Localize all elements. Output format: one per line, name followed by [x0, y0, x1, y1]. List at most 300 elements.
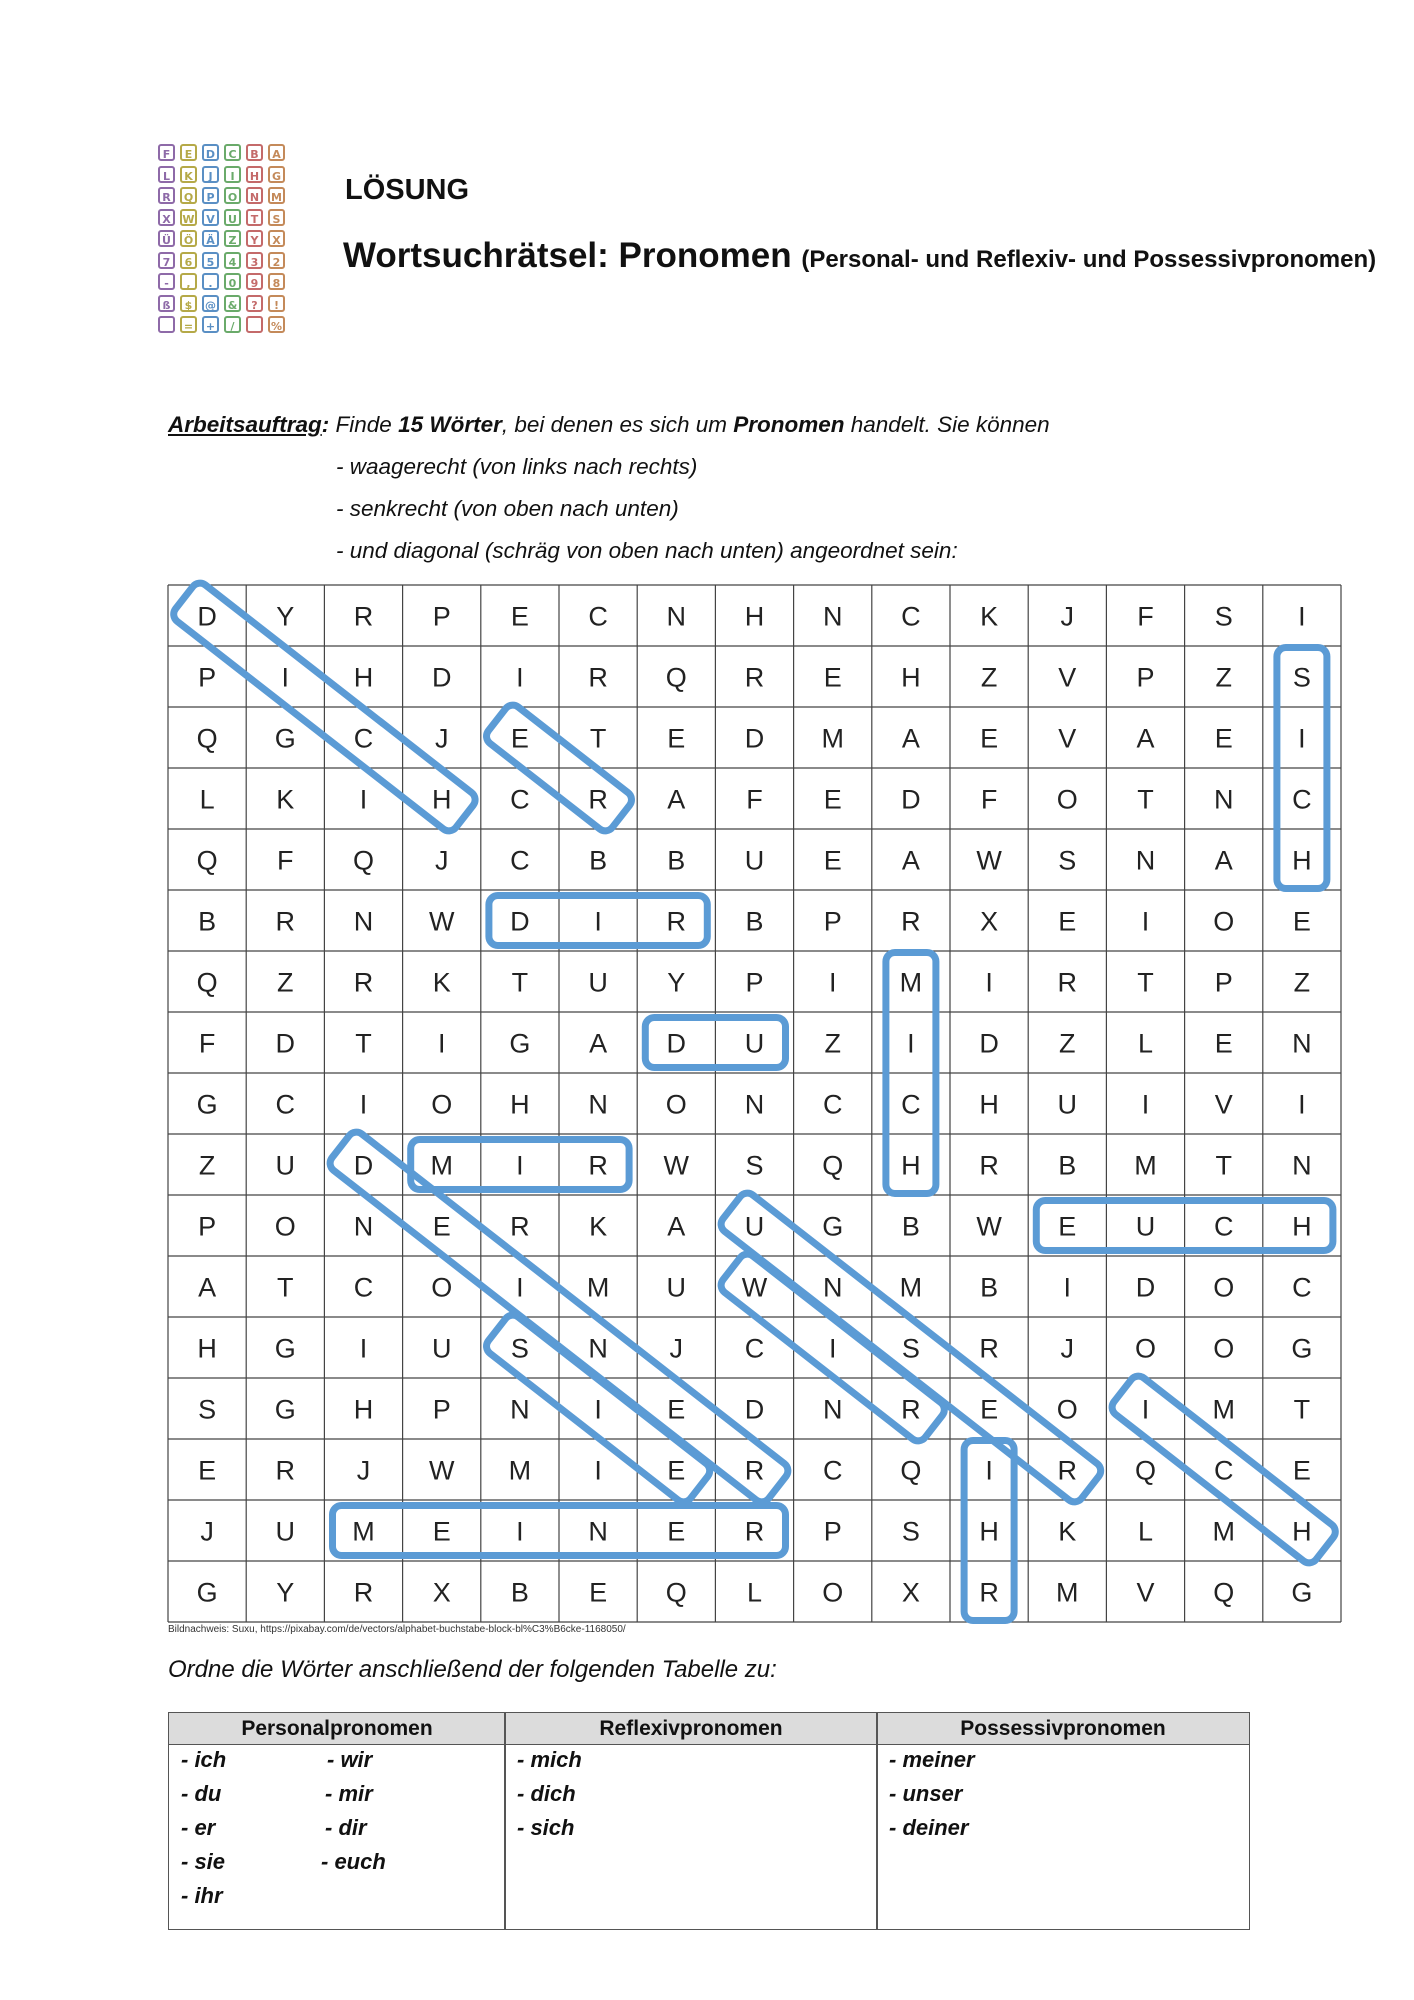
grid-letter: J [200, 1516, 214, 1547]
grid-letter: E [1292, 1455, 1311, 1486]
grid-letter: A [667, 1211, 686, 1242]
grid-letter: H [979, 1516, 999, 1547]
grid-letter: A [667, 784, 686, 815]
grid-letter: N [510, 1394, 530, 1425]
letter-block: X [268, 230, 285, 247]
letter-block: B [246, 144, 263, 161]
grid-letter: F [1137, 601, 1154, 632]
grid-letter: Q [196, 845, 218, 876]
pronoun-table [168, 1712, 1250, 1930]
grid-letter: T [1137, 967, 1154, 998]
grid-letter: E [1292, 906, 1311, 937]
grid-letter: N [588, 1516, 608, 1547]
grid-letter: H [353, 1394, 374, 1425]
letter-block: Y [246, 230, 263, 247]
grid-letter: Z [824, 1028, 841, 1059]
grid-letter: I [516, 1272, 524, 1303]
grid-letter: I [985, 967, 993, 998]
grid-letter: I [1298, 723, 1306, 754]
grid-letter: E [1058, 1211, 1077, 1242]
grid-letter: I [1141, 906, 1150, 937]
grid-letter: W [428, 906, 455, 937]
grid-letter: Q [352, 845, 375, 876]
grid-letter: U [1057, 1089, 1078, 1120]
instructions-text-b: , bei denen es sich um [501, 412, 734, 437]
grid-letter: R [588, 662, 608, 693]
letter-block: P [202, 187, 219, 204]
grid-letter: G [509, 1028, 531, 1059]
grid-letter: S [1292, 662, 1311, 693]
grid-letter: J [1060, 601, 1075, 632]
grid-letter: H [1292, 845, 1312, 876]
pronoun-item: - mir [325, 1781, 373, 1806]
grid-letter: H [979, 1089, 999, 1120]
grid-letter: G [274, 1394, 296, 1425]
letter-block: / [224, 316, 241, 333]
grid-letter: D [1135, 1272, 1156, 1303]
grid-letter: W [976, 1211, 1002, 1242]
grid-letter: M [1212, 1394, 1235, 1425]
grid-letter: K [1058, 1516, 1077, 1547]
grid-letter: S [745, 1150, 764, 1181]
letter-block: F [158, 144, 175, 161]
grid-letter: P [198, 1211, 217, 1242]
grid-letter: T [1137, 784, 1154, 815]
letter-block: ß [158, 295, 175, 312]
letter-block: ! [268, 295, 285, 312]
grid-letter: R [588, 1150, 608, 1181]
grid-letter: G [1291, 1333, 1313, 1364]
instructions-text-c: handelt. Sie können [844, 412, 1050, 437]
grid-letter: M [899, 967, 923, 998]
letter-block: & [224, 295, 241, 312]
solution-label: LÖSUNG [345, 174, 470, 206]
grid-letter: E [432, 1516, 451, 1547]
grid-letter: D [979, 1028, 999, 1059]
grid-letter: E [510, 723, 529, 754]
grid-letter: Y [667, 967, 686, 998]
grid-letter: R [353, 967, 374, 998]
grid-letter: P [198, 662, 217, 693]
grid-letter: T [1215, 1150, 1232, 1181]
pronoun-item: - meiner [889, 1747, 975, 1772]
grid-letter: X [432, 1577, 451, 1608]
letter-block: $ [180, 295, 197, 312]
grid-letter: B [980, 1272, 999, 1303]
grid-letter: W [741, 1272, 768, 1303]
grid-letter: N [666, 601, 687, 632]
grid-letter: U [744, 1028, 765, 1059]
grid-letter: O [431, 1089, 453, 1120]
grid-letter: K [276, 784, 295, 815]
letter-block: R [158, 187, 175, 204]
grid-letter: R [275, 906, 296, 937]
instructions-heading: Arbeitsauftrag [168, 412, 322, 437]
column-reflexive [505, 1745, 877, 1929]
letter-block: G [268, 166, 285, 183]
letter-block: @ [202, 295, 219, 312]
grid-letter: A [1214, 845, 1233, 876]
letter-block: L [158, 166, 175, 183]
letter-block: Ö [180, 230, 197, 247]
grid-letter: N [353, 1211, 374, 1242]
grid-letter: N [588, 1089, 608, 1120]
grid-letter: E [198, 1455, 217, 1486]
grid-letter: C [1292, 1272, 1312, 1303]
grid-letter: F [980, 784, 998, 815]
grid-letter: O [1134, 1333, 1157, 1364]
grid-letter: E [823, 784, 842, 815]
column-personal [169, 1745, 505, 1929]
grid-letter: W [663, 1150, 690, 1181]
grid-letter: E [667, 1455, 686, 1486]
letter-block: T [246, 209, 263, 226]
grid-letter: B [589, 845, 608, 876]
grid-letter: J [434, 723, 449, 754]
letter-block: % [268, 316, 285, 333]
letter-block: Ä [202, 230, 219, 247]
grid-letter: G [822, 1211, 844, 1242]
grid-letter: T [355, 1028, 372, 1059]
grid-letter: Q [1213, 1577, 1235, 1608]
grid-letter: E [980, 1394, 999, 1425]
grid-letter: O [274, 1211, 296, 1242]
grid-letter: M [899, 1272, 923, 1303]
letter-block: I [224, 166, 241, 183]
grid-letter: E [667, 723, 686, 754]
grid-letter: C [275, 1089, 296, 1120]
grid-letter: R [979, 1333, 999, 1364]
pronoun-item: - er [181, 1815, 216, 1840]
letter-block: 7 [158, 252, 175, 269]
grid-letter: L [1137, 1516, 1154, 1547]
instructions-text-a: Finde [329, 412, 399, 437]
grid-letter: Y [276, 1577, 295, 1608]
grid-letter: S [1058, 845, 1077, 876]
letter-block: ? [246, 295, 263, 312]
grid-letter: I [594, 906, 602, 937]
grid-letter: K [432, 967, 451, 998]
grid-letter: K [980, 601, 999, 632]
grid-letter: P [745, 967, 764, 998]
letter-block: M [268, 187, 285, 204]
grid-letter: C [353, 1272, 374, 1303]
grid-letter: A [198, 1272, 217, 1303]
image-credit: Bildnachweis: Suxu, https://pixabay.com/de/vectors/alphabet-buchstabe-block-bl%C3%B6cke-1168050/ [168, 1624, 626, 1635]
grid-letter: D [353, 1150, 374, 1181]
grid-letter: B [745, 906, 764, 937]
letter-block: 6 [180, 252, 197, 269]
grid-letter: R [979, 1577, 999, 1608]
grid-letter: D [431, 662, 452, 693]
grid-letter: M [1134, 1150, 1157, 1181]
grid-letter: N [1135, 845, 1156, 876]
grid-letter: M [352, 1516, 375, 1547]
grid-letter: W [976, 845, 1002, 876]
instructions-horizontal: - waagerecht (von links nach rechts) [336, 454, 698, 479]
grid-letter: V [1136, 1577, 1155, 1608]
grid-letter: H [901, 1150, 921, 1181]
grid-letter: N [744, 1089, 765, 1120]
grid-letter: V [1058, 662, 1077, 693]
grid-letter: C [1213, 1455, 1234, 1486]
grid-letter: A [901, 723, 920, 754]
grid-letter: M [1212, 1516, 1235, 1547]
letter-block: 4 [224, 252, 241, 269]
grid-letter: R [353, 1577, 374, 1608]
letter-block: - [158, 273, 175, 290]
grid-letter: S [510, 1333, 529, 1364]
grid-letter: C [588, 601, 608, 632]
grid-letter: I [594, 1455, 602, 1486]
grid-letter: G [274, 1333, 296, 1364]
grid-letter: J [669, 1333, 684, 1364]
grid-letter: R [510, 1211, 530, 1242]
grid-letter: P [432, 601, 451, 632]
grid-letter: T [1293, 1394, 1311, 1425]
pronoun-item: - wir [327, 1747, 373, 1772]
letter-block: Ü [158, 230, 175, 247]
grid-letter: E [980, 723, 999, 754]
grid-letter: I [1298, 601, 1306, 632]
pronoun-item: - mich [517, 1747, 582, 1772]
grid-letter: P [823, 1516, 842, 1547]
grid-letter: S [901, 1333, 920, 1364]
grid-letter: F [198, 1028, 216, 1059]
grid-letter: I [1141, 1089, 1150, 1120]
grid-letter: R [666, 906, 687, 937]
grid-letter: O [1213, 1333, 1235, 1364]
grid-letter: E [1214, 723, 1233, 754]
grid-letter: I [985, 1455, 993, 1486]
grid-letter: C [822, 1089, 843, 1120]
grid-letter: B [198, 906, 217, 937]
grid-letter: Z [1215, 662, 1232, 693]
grid-letter: I [1141, 1394, 1150, 1425]
grid-letter: M [821, 723, 844, 754]
grid-letter: E [823, 662, 842, 693]
grid-letter: R [275, 1455, 296, 1486]
grid-letter: O [1056, 1394, 1078, 1425]
grid-letter: U [744, 1211, 765, 1242]
grid-letter: O [431, 1272, 453, 1303]
letter-block: W [180, 209, 197, 226]
table-instruction: Ordne die Wörter anschließend der folgenden Tabelle zu: [168, 1656, 777, 1683]
grid-letter: V [1214, 1089, 1233, 1120]
grid-letter: B [510, 1577, 529, 1608]
grid-letter: M [430, 1150, 453, 1181]
grid-letter: H [1292, 1211, 1312, 1242]
grid-letter: N [1292, 1150, 1312, 1181]
letter-block: O [224, 187, 241, 204]
grid-letter: H [353, 662, 374, 693]
grid-letter: I [359, 1333, 368, 1364]
grid-letter: I [828, 1333, 837, 1364]
letter-block: V [202, 209, 219, 226]
grid-letter: X [901, 1577, 920, 1608]
letter-block: D [202, 144, 219, 161]
letter-block: H [246, 166, 263, 183]
pronoun-item: - euch [321, 1849, 386, 1874]
pronoun-item: - ihr [181, 1883, 223, 1908]
pronoun-item: - dir [325, 1815, 367, 1840]
letter-block: E [180, 144, 197, 161]
letter-block: C [224, 144, 241, 161]
grid-letter: H [744, 601, 765, 632]
grid-letter: Q [196, 967, 218, 998]
grid-letter: I [516, 1516, 524, 1547]
grid-letter: Y [276, 601, 295, 632]
grid-letter: H [901, 662, 921, 693]
grid-letter: G [1291, 1577, 1313, 1608]
grid-letter: Q [1134, 1455, 1157, 1486]
grid-letter: N [822, 601, 843, 632]
grid-letter: S [1214, 601, 1233, 632]
grid-letter: R [901, 1394, 921, 1425]
grid-letter: C [510, 784, 530, 815]
grid-letter: I [594, 1394, 602, 1425]
header-personal: Personalpronomen [169, 1713, 505, 1745]
grid-letter: D [744, 1394, 765, 1425]
grid-letter: B [901, 1211, 920, 1242]
grid-letter: C [1292, 784, 1312, 815]
grid-letter: J [1060, 1333, 1075, 1364]
grid-letter: Q [196, 723, 218, 754]
grid-letter: E [1214, 1028, 1233, 1059]
grid-letter: H [510, 1089, 530, 1120]
grid-letter: P [823, 906, 842, 937]
grid-letter: C [353, 723, 374, 754]
grid-letter: R [744, 662, 765, 693]
grid-letter: A [589, 1028, 608, 1059]
grid-letter: S [198, 1394, 217, 1425]
instructions-diagonal: - und diagonal (schräg von oben nach unten) angeordnet sein: [336, 538, 958, 563]
grid-letter: I [281, 662, 290, 693]
grid-letter: R [901, 906, 921, 937]
letter-block: + [202, 316, 219, 333]
grid-letter: G [196, 1577, 218, 1608]
grid-letter: E [589, 1577, 608, 1608]
grid-letter: D [275, 1028, 296, 1059]
pronoun-item: - dich [517, 1781, 576, 1806]
grid-letter: R [744, 1516, 765, 1547]
grid-letter: E [667, 1394, 686, 1425]
grid-letter: O [665, 1089, 687, 1120]
grid-letter: I [907, 1028, 915, 1059]
grid-letter: I [1298, 1089, 1306, 1120]
grid-letter: D [901, 784, 921, 815]
letter-block: N [246, 187, 263, 204]
grid-letter: Z [277, 967, 294, 998]
grid-letter: D [197, 601, 217, 632]
grid-letter: X [980, 906, 999, 937]
grid-letter: I [437, 1028, 446, 1059]
grid-letter: L [746, 1577, 763, 1608]
grid-letter: U [666, 1272, 687, 1303]
grid-letter: G [196, 1089, 218, 1120]
grid-letter: C [1213, 1211, 1234, 1242]
letter-block: Q [180, 187, 197, 204]
grid-letter: I [516, 1150, 524, 1181]
pronoun-item: - du [181, 1781, 222, 1806]
grid-letter: O [1056, 784, 1078, 815]
pronoun-item: - ich [181, 1747, 227, 1772]
letter-block: 2 [268, 252, 285, 269]
grid-letter: A [1136, 723, 1155, 754]
grid-letter: H [1292, 1516, 1312, 1547]
grid-letter: P [432, 1394, 451, 1425]
grid-letter: E [667, 1516, 686, 1547]
grid-letter: N [588, 1333, 608, 1364]
letter-block: = [180, 316, 197, 333]
grid-letter: N [822, 1272, 843, 1303]
instructions-topic: Pronomen [733, 412, 845, 437]
grid-letter: D [510, 906, 530, 937]
grid-letter: I [828, 967, 837, 998]
pronoun-item: - unser [889, 1781, 963, 1806]
grid-letter: M [508, 1455, 532, 1486]
grid-letter: N [1292, 1028, 1312, 1059]
grid-letter: R [1057, 1455, 1078, 1486]
letter-block: K [180, 166, 197, 183]
grid-letter: J [434, 845, 449, 876]
letter-block: X [158, 209, 175, 226]
letter-block: J [202, 166, 219, 183]
letter-block: 5 [202, 252, 219, 269]
grid-letter: E [1058, 906, 1077, 937]
grid-letter: R [1057, 967, 1078, 998]
grid-letter: U [431, 1333, 452, 1364]
grid-letter: R [979, 1150, 999, 1181]
letter-block: . [202, 273, 219, 290]
grid-letter: Z [1293, 967, 1311, 998]
grid-letter: L [1137, 1028, 1154, 1059]
pronoun-item: - sie [181, 1849, 226, 1874]
header-reflexive: Reflexivpronomen [505, 1713, 877, 1745]
grid-letter: C [744, 1333, 765, 1364]
grid-letter: Q [665, 662, 687, 693]
grid-letter: N [1213, 784, 1234, 815]
grid-letter: O [1213, 906, 1235, 937]
grid-letters [197, 602, 1313, 1608]
grid-letter: H [431, 784, 452, 815]
grid-letter: U [744, 845, 765, 876]
grid-letter: K [589, 1211, 608, 1242]
grid-letter: R [744, 1455, 765, 1486]
letter-block: 9 [246, 273, 263, 290]
pronoun-item: - sich [517, 1815, 575, 1840]
grid-letter: P [1214, 967, 1233, 998]
grid-letter: T [589, 723, 607, 754]
grid-letter: T [277, 1272, 294, 1303]
grid-letter: C [510, 845, 530, 876]
grid-letter: O [822, 1577, 844, 1608]
grid-letter: T [511, 967, 529, 998]
grid-letter: U [588, 967, 608, 998]
grid-letter: D [666, 1028, 687, 1059]
letter-block: 3 [246, 252, 263, 269]
instructions-vertical: - senkrecht (von oben nach unten) [336, 496, 679, 521]
grid-letter: N [353, 906, 374, 937]
grid-letter: B [1058, 1150, 1077, 1181]
grid-letter: Q [900, 1455, 922, 1486]
grid-letter: D [744, 723, 765, 754]
grid-letter: Q [822, 1150, 844, 1181]
letter-block: U [224, 209, 241, 226]
letter-block: S [268, 209, 285, 226]
grid-letter: F [277, 845, 294, 876]
grid-letter: E [823, 845, 842, 876]
